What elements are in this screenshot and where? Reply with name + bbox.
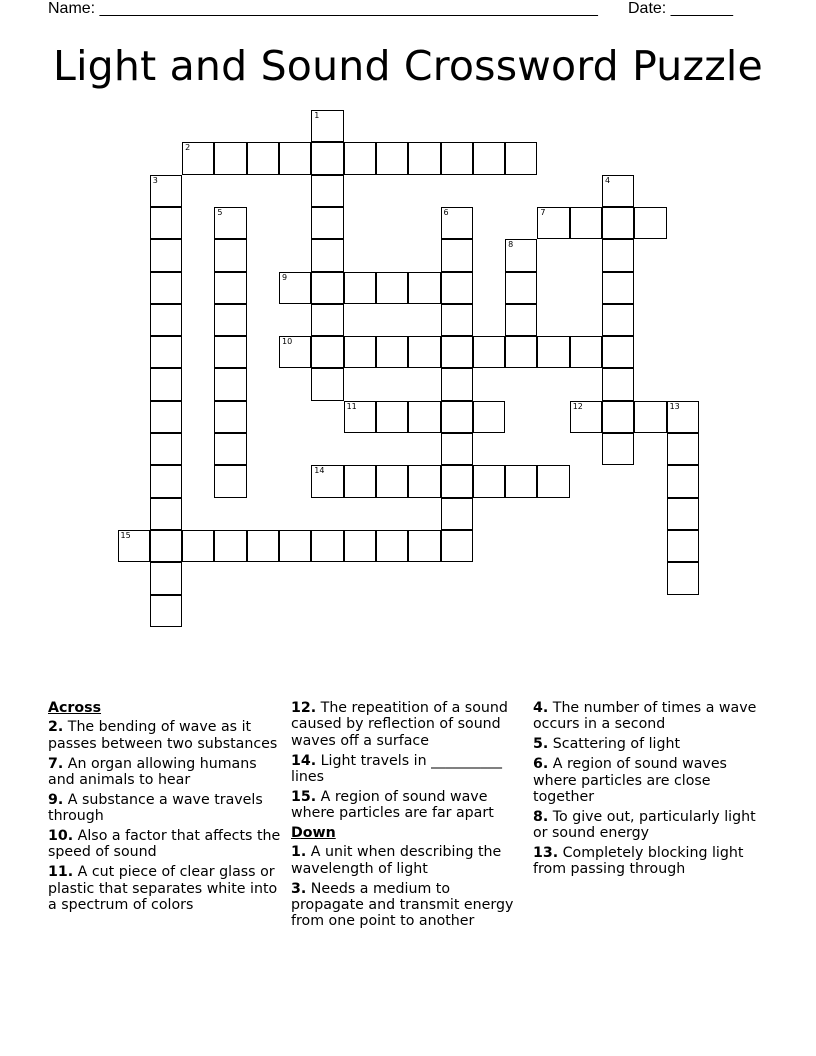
clue-item: 6. A region of sound waves where particles are close together: [533, 756, 727, 805]
crossword-cell[interactable]: [214, 239, 246, 271]
clue-item-number: 5.: [533, 736, 549, 753]
clue-number: 14: [314, 466, 325, 476]
clue-item-number: 4.: [533, 700, 549, 716]
name-field: Name: ________________________________________________________: [48, 0, 598, 17]
clue-item-number: 2.: [48, 719, 64, 736]
clue-number: 9: [282, 272, 288, 282]
clue-number: 7: [540, 207, 546, 217]
crossword-cell[interactable]: [150, 368, 182, 400]
crossword-cell[interactable]: [441, 401, 473, 433]
crossword-cell[interactable]: [311, 175, 343, 207]
crossword-cell[interactable]: [150, 595, 182, 627]
crossword-cell[interactable]: [311, 142, 343, 174]
crossword-cell[interactable]: [279, 142, 311, 174]
crossword-cell[interactable]: [408, 272, 440, 304]
clue-item-number: 7.: [48, 755, 64, 772]
clue-item: 10. Also a factor that affects the speed of sound: [48, 828, 281, 861]
section-heading-down: Down: [291, 825, 336, 842]
crossword-cell[interactable]: [473, 401, 505, 433]
crossword-cell[interactable]: [214, 433, 246, 465]
clue-item: 14. Light travels in __________ lines: [291, 752, 503, 785]
crossword-cell[interactable]: [182, 142, 214, 174]
clue-item-number: 8.: [533, 808, 549, 825]
crossword-cell[interactable]: [376, 465, 408, 497]
clue-number: 4: [605, 175, 611, 185]
clue-item-number: 1.: [291, 844, 307, 861]
crossword-cell[interactable]: [376, 401, 408, 433]
clue-item-number: 11.: [48, 864, 74, 881]
crossword-cell[interactable]: [667, 530, 699, 562]
crossword-cell[interactable]: [602, 336, 634, 368]
crossword-cell[interactable]: [150, 465, 182, 497]
crossword-cell[interactable]: [214, 272, 246, 304]
crossword-cell[interactable]: [150, 207, 182, 239]
crossword-cell[interactable]: [408, 530, 440, 562]
clue-number: 3: [152, 175, 158, 185]
crossword-cell[interactable]: [214, 142, 246, 174]
clue-item-number: 6.: [533, 756, 549, 773]
crossword-cell[interactable]: [150, 498, 182, 530]
crossword-cell[interactable]: [150, 175, 182, 207]
crossword-cell[interactable]: [505, 465, 537, 497]
clue-number: 10: [282, 337, 293, 347]
clue-item-number: 15.: [291, 788, 317, 805]
clue-item: 11. A cut piece of clear glass or plastic that separates white into a spectrum of colors: [48, 864, 278, 914]
crossword-cell[interactable]: [311, 368, 343, 400]
crossword-cell[interactable]: [150, 562, 182, 594]
crossword-cell[interactable]: [602, 207, 634, 239]
crossword-cell[interactable]: [441, 433, 473, 465]
crossword-cell[interactable]: [667, 465, 699, 497]
crossword-cell[interactable]: [602, 272, 634, 304]
crossword-cell[interactable]: [214, 336, 246, 368]
crossword-cell[interactable]: [311, 336, 343, 368]
crossword-cell[interactable]: [150, 336, 182, 368]
crossword-cell[interactable]: [376, 142, 408, 174]
crossword-cell[interactable]: [602, 433, 634, 465]
clue-number: 12: [572, 401, 583, 411]
crossword-cell[interactable]: [376, 336, 408, 368]
clue-number: 13: [669, 401, 680, 411]
crossword-cell[interactable]: [279, 530, 311, 562]
clue-number: 15: [120, 530, 131, 540]
crossword-cell[interactable]: [505, 304, 537, 336]
crossword-cell[interactable]: [570, 401, 602, 433]
clue-item: 12. The repeatition of a sound caused by reflection of sound waves off a surface: [291, 700, 508, 749]
crossword-cell[interactable]: [537, 336, 569, 368]
crossword-cell[interactable]: [150, 272, 182, 304]
crossword-cell[interactable]: [279, 272, 311, 304]
page-title: Light and Sound Crossword Puzzle: [53, 42, 763, 90]
crossword-cell[interactable]: [344, 336, 376, 368]
crossword-cell[interactable]: [441, 498, 473, 530]
clue-item: 9. A substance a wave travels through: [48, 791, 263, 825]
clue-item-number: 12.: [291, 700, 317, 716]
crossword-cell[interactable]: [376, 272, 408, 304]
clue-item: 2. The bending of wave as it passes between two substances: [48, 719, 278, 752]
crossword-cell[interactable]: [344, 401, 376, 433]
crossword-cell[interactable]: [408, 142, 440, 174]
crossword-cell[interactable]: [150, 433, 182, 465]
clue-column-3: [533, 700, 763, 881]
crossword-cell[interactable]: [182, 530, 214, 562]
crossword-cell[interactable]: [441, 530, 473, 562]
crossword-cell[interactable]: [602, 401, 634, 433]
crossword-cell[interactable]: [118, 530, 150, 562]
crossword-cell[interactable]: [311, 530, 343, 562]
date-field: Date: _______: [628, 0, 733, 17]
clue-item: 1. A unit when describing the wavelength of light: [291, 844, 502, 877]
crossword-cell[interactable]: [214, 368, 246, 400]
crossword-cell[interactable]: [214, 530, 246, 562]
clue-item: 13. Completely blocking light from passing through: [533, 845, 744, 878]
crossword-cell[interactable]: [150, 530, 182, 562]
clue-item-number: 9.: [48, 791, 64, 808]
crossword-cell[interactable]: [279, 336, 311, 368]
clue-number: 2: [185, 143, 191, 153]
crossword-cell[interactable]: [408, 401, 440, 433]
clue-item-number: 14.: [291, 752, 317, 769]
crossword-cell[interactable]: [667, 401, 699, 433]
crossword-cell[interactable]: [473, 465, 505, 497]
crossword-cell[interactable]: [602, 175, 634, 207]
crossword-cell[interactable]: [247, 530, 279, 562]
clue-number: 8: [508, 240, 514, 250]
clue-number: 5: [217, 207, 223, 217]
clue-number: 1: [314, 111, 320, 120]
crossword-cell[interactable]: [311, 304, 343, 336]
crossword-cell[interactable]: [150, 401, 182, 433]
crossword-cell[interactable]: [505, 142, 537, 174]
clue-item: 4. The number of times a wave occurs in a second: [533, 700, 757, 733]
crossword-cell[interactable]: [214, 207, 246, 239]
crossword-cell[interactable]: [667, 562, 699, 594]
crossword-cell[interactable]: [214, 304, 246, 336]
crossword-cell[interactable]: [344, 272, 376, 304]
clue-column-2: [291, 700, 526, 933]
crossword-cell[interactable]: [441, 142, 473, 174]
crossword-cell[interactable]: [570, 336, 602, 368]
crossword-cell[interactable]: [473, 142, 505, 174]
crossword-cell[interactable]: [537, 207, 569, 239]
crossword-cell[interactable]: [408, 336, 440, 368]
clue-number: 6: [443, 207, 449, 217]
crossword-cell[interactable]: [150, 239, 182, 271]
crossword-cell[interactable]: [505, 239, 537, 271]
crossword-cell[interactable]: [311, 465, 343, 497]
crossword-cell[interactable]: [667, 498, 699, 530]
crossword-cell[interactable]: [537, 465, 569, 497]
crossword-cell[interactable]: [376, 530, 408, 562]
clue-item-number: 3.: [291, 880, 307, 897]
crossword-cell[interactable]: [214, 401, 246, 433]
crossword-cell[interactable]: [311, 110, 343, 142]
crossword-cell[interactable]: [441, 239, 473, 271]
crossword-cell[interactable]: [473, 336, 505, 368]
crossword-cell[interactable]: [311, 239, 343, 271]
crossword-cell[interactable]: [602, 239, 634, 271]
clue-item: 15. A region of sound wave where particles are far apart: [291, 788, 494, 822]
crossword-cell[interactable]: [408, 465, 440, 497]
clue-item: 7. An organ allowing humans and animals to hear: [48, 755, 257, 788]
crossword-cell[interactable]: [441, 465, 473, 497]
crossword-cell[interactable]: [441, 272, 473, 304]
clue-item: 5. Scattering of light: [533, 736, 681, 753]
clue-item-number: 13.: [533, 845, 559, 862]
crossword-cell[interactable]: [150, 304, 182, 336]
crossword-cell[interactable]: [570, 207, 602, 239]
clue-item: 3. Needs a medium to propagate and transmit energy from one point to another: [291, 880, 514, 930]
crossword-cell[interactable]: [311, 272, 343, 304]
crossword-cell[interactable]: [441, 207, 473, 239]
crossword-cell[interactable]: [602, 304, 634, 336]
crossword-cell[interactable]: [667, 433, 699, 465]
crossword-cell[interactable]: [311, 207, 343, 239]
crossword-cell[interactable]: [634, 401, 666, 433]
crossword-cell[interactable]: [247, 142, 279, 174]
section-heading-across: Across: [48, 700, 102, 716]
clue-item-number: 10.: [48, 828, 74, 845]
clue-item: 8. To give out, particularly light or sound energy: [533, 808, 756, 842]
crossword-cell[interactable]: [441, 368, 473, 400]
clue-column-1: [48, 700, 283, 917]
clue-number: 11: [346, 401, 357, 411]
crossword-cell[interactable]: [602, 368, 634, 400]
crossword-cell[interactable]: [505, 272, 537, 304]
crossword-cell[interactable]: [505, 336, 537, 368]
crossword-cell[interactable]: [634, 207, 666, 239]
crossword-cell[interactable]: [441, 336, 473, 368]
crossword-cell[interactable]: [344, 530, 376, 562]
crossword-cell[interactable]: [344, 465, 376, 497]
crossword-cell[interactable]: [214, 465, 246, 497]
crossword-cell[interactable]: [344, 142, 376, 174]
crossword-cell[interactable]: [441, 304, 473, 336]
